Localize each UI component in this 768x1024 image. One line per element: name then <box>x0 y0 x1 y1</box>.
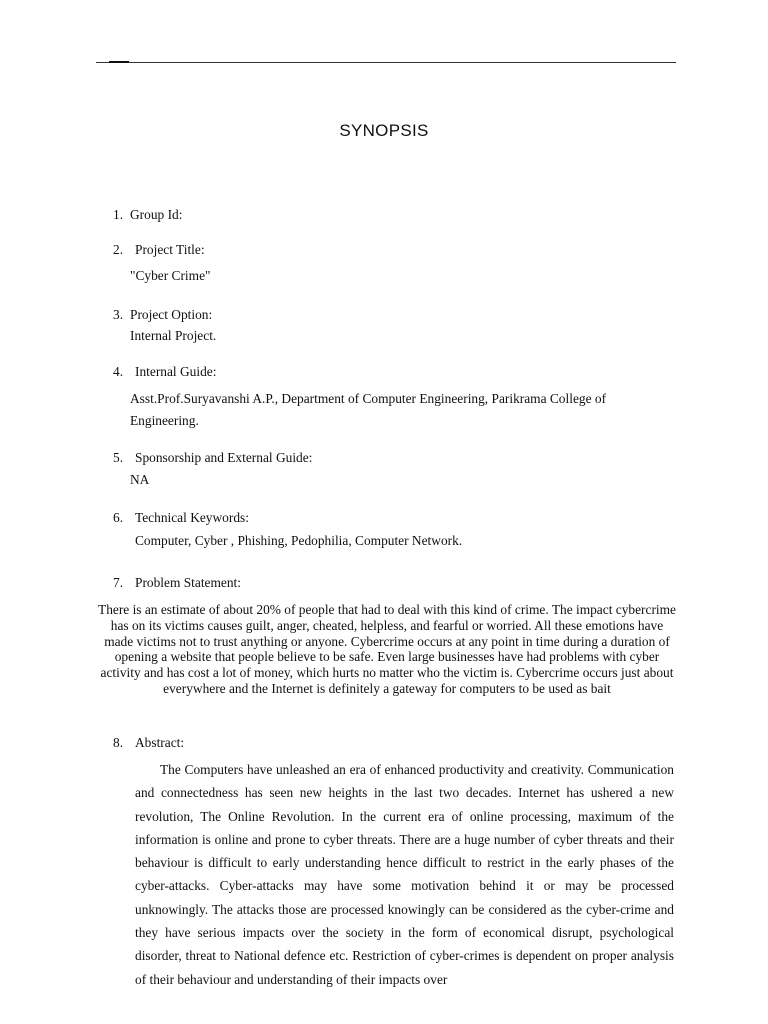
item-number: 6. <box>113 510 124 525</box>
item-label: Group Id: <box>130 207 183 222</box>
item-label: Project Option: <box>130 307 213 322</box>
internal-guide-value <box>130 388 606 432</box>
internal-guide-line: Engineering. <box>130 413 199 428</box>
item-label: Abstract: <box>135 735 185 750</box>
abstract-text: The Computers have unleashed an era of enhanced productivity and creativity. Communication and connectedness has seen new heights in the last two decades. Internet has ushered a new revolution, The Online Revolution. In the current era of online processing, maximum of the information is online and prone to cyber threats. There are a huge number of cyber threats and their behaviour is difficult to early understanding hence difficult to restrict in the early phases of the cyber-attacks. Cyber-attacks may have some motivation behind it or may be processed unknowingly. The attacks those are processed knowingly can be considered as the cyber-crime and they have serious impacts over the society in the form of economical disrupt, psychological disorder, threat to National defence etc. Restriction of cyber-crimes is dependent on proper analysis of their behaviour and understanding of their impacts over <box>135 762 674 987</box>
page-title: SYNOPSIS <box>339 121 429 140</box>
header-rule-accent <box>109 61 129 63</box>
item-label: Sponsorship and External Guide: <box>135 450 313 465</box>
sponsorship-value: NA <box>130 472 150 487</box>
item-number: 1. <box>113 207 124 222</box>
technical-keywords-value: Computer, Cyber , Phishing, Pedophilia, Computer Network. <box>135 533 463 548</box>
project-title-value: "Cyber Crime" <box>130 268 211 283</box>
item-number: 2. <box>113 242 124 257</box>
item-label: Project Title: <box>135 242 205 257</box>
item-number: 8. <box>113 735 124 750</box>
item-number: 7. <box>113 575 124 590</box>
header-rule <box>96 62 676 63</box>
item-label: Internal Guide: <box>135 364 217 379</box>
item-number: 4. <box>113 364 124 379</box>
internal-guide-line: Asst.Prof.Suryavanshi A.P., Department of Computer Engineering, Parikrama College of <box>130 391 607 406</box>
item-number: 5. <box>113 450 124 465</box>
item-number: 3. <box>113 307 124 322</box>
item-label: Problem Statement: <box>135 575 241 590</box>
project-option-value: Internal Project. <box>130 328 217 343</box>
item-label: Technical Keywords: <box>135 510 249 525</box>
problem-statement-text: There is an estimate of about 20% of people that had to deal with this kind of crime. The impact cybercrime has on its victims causes guilt, anger, cheated, helpless, and fearful or worried. All these emotions have made victims not to trust anything or anyone. Cybercrime occurs at any point in time during a duration of opening a website that people believe to be safe. Even large businesses have had problems with cyber activity and has cost a lot of money, which hurts no matter who the victim is. Cybercrime occurs just about everywhere and the Internet is definitely a gateway for computers to be used as bait <box>98 602 676 696</box>
